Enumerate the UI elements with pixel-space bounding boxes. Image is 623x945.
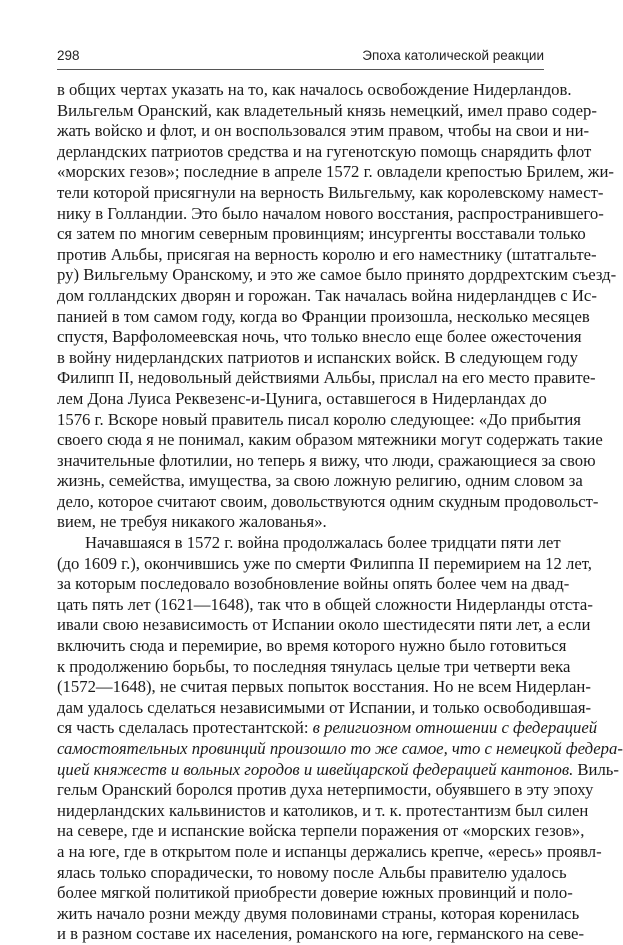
paragraph-1 [57, 80, 617, 533]
text-line: дело, которое считают своим, довольствуются одним скудным продовольст- [57, 491, 599, 511]
text-line: (до 1609 г.), окончившись уже по смерти Филиппа II перемирием на 12 лет, [57, 553, 592, 573]
text-line: ся затем по многим северным провинциям; инсургенты восставали только [57, 224, 586, 244]
text-line: дом голландских дворян и горожан. Так началась война нидерландцев с Ис- [57, 285, 597, 305]
text-line-mixed [57, 718, 598, 739]
text-line: вием, не требуя никакого жалованья». [57, 512, 327, 532]
text-line: значительные флотилии, но теперь я вижу, что люди, сражающиеся за свою [57, 450, 596, 470]
text-line: дерландских патриотов средства и на гугенотскую помощь снарядить флот [57, 141, 592, 161]
text-line: Начавшаяся в 1572 г. война продолжалась более тридцати пяти лет [85, 533, 561, 553]
text-line-mixed [57, 759, 619, 781]
body-text [57, 80, 623, 945]
page-number: 298 [57, 48, 80, 63]
text-line: цать пять лет (1621—1648), так что в общей сложности Нидерланды отста- [57, 594, 593, 614]
text-line: дам удалось сделаться независимыми от Испании, и только освободившая- [57, 697, 592, 717]
text-line: на севере, где и испанские войска терпели поражения от «морских гезов», [57, 821, 585, 841]
italic-text: цией княжеств и вольных городов и швейцарской федерацией кантонов. [57, 759, 574, 779]
text-line: Филипп II, недовольный действиями Альбы, прислал на его место правите- [57, 368, 596, 388]
text-line: нику в Голландии. Это было началом нового восстания, распространившего- [57, 203, 604, 223]
text-line: а на юге, где в открытом поле и испанцы держались крепче, «ересь» проявл- [57, 841, 602, 861]
text-line: за которым последовало возобновление войны опять более чем на двад- [57, 574, 570, 594]
text-line: жить начало розни между двумя половинами страны, которая коренилась [57, 903, 580, 923]
text-line: нидерландских кальвинистов и католиков, и т. к. протестантизм был силен [57, 800, 589, 820]
text-line: лем Дона Луиса Реквезенс-и-Цунига, оставшегося в Нидерландах до [57, 388, 547, 408]
text-line: своего сюда я не понимал, каким образом мятежники могут содержать такие [57, 430, 603, 450]
italic-text: в религиозном отношении с федерацией [312, 718, 598, 738]
text-line: гельм Оранский боролся против духа нетерпимости, обуявшего в эту эпоху [57, 780, 594, 800]
text-line: (1572—1648), не считая первых попыток восстания. Но не всем Нидерлан- [57, 677, 591, 697]
text-line: панией в том самом году, когда во Франции произошла, несколько месяцев [57, 306, 590, 326]
text-line: включить сюда и перемирие, во время которого нужно было готовиться [57, 636, 567, 656]
italic-line: самостоятельных провинций произошло то же самое, что с немецкой федера- [57, 739, 623, 758]
text-line: 1576 г. Вскоре новый правитель писал королю следующее: «До прибытия [57, 409, 581, 429]
plain-text: Виль- [573, 759, 619, 779]
text-line: ивали свою независимость от Испании около шестидесяти пяти лет, а если [57, 615, 591, 635]
text-line: «морских гезов»; последние в апреле 1572 г. овладели крепостью Брилем, жи- [57, 162, 614, 182]
header-rule [57, 69, 544, 70]
plain-text: ся часть сделалась протестантской: [57, 718, 313, 738]
text-line: против Альбы, присягая на верность королю и его наместнику (штатгальте- [57, 244, 597, 264]
text-line: Вильгельм Оранский, как владетельный князь немецкий, имел право содер- [57, 100, 597, 120]
running-title: Эпоха католической реакции [362, 48, 544, 63]
text-line: в войну нидерландских патриотов и испанских войск. В следующем году [57, 347, 579, 367]
text-line: к продолжению борьбы, то последняя тянулась целые три четверти века [57, 656, 571, 676]
text-line: в общих чертах указать на то, как началось освобождение Нидерландов. [57, 80, 572, 99]
text-line: тели которой присягнули на верность Вильгельму, как королевскому намест- [57, 182, 604, 202]
text-line: спустя, Варфоломеевская ночь, что только внесло еще более ожесточения [57, 327, 582, 347]
text-line: ру) Вильгельму Оранскому, и это же самое было принято дордрехтским съезд- [57, 265, 617, 285]
running-header [57, 48, 544, 68]
text-line: жать войско и флот, и он воспользовался этим правом, чтобы на свои и ни- [57, 121, 590, 141]
paragraph-2 [57, 533, 623, 945]
text-line: ялась только спорадически, то новому после Альбы правителю удалось [57, 862, 567, 882]
text-line: более мягкой политикой приобрести доверие южных провинций и поло- [57, 883, 573, 903]
text-line: жизнь, семейства, имущества, за свою ложную религию, одним словом за [57, 471, 583, 491]
text-line: и в разном составе их населения, романского на юге, германского на севе- [57, 924, 585, 944]
